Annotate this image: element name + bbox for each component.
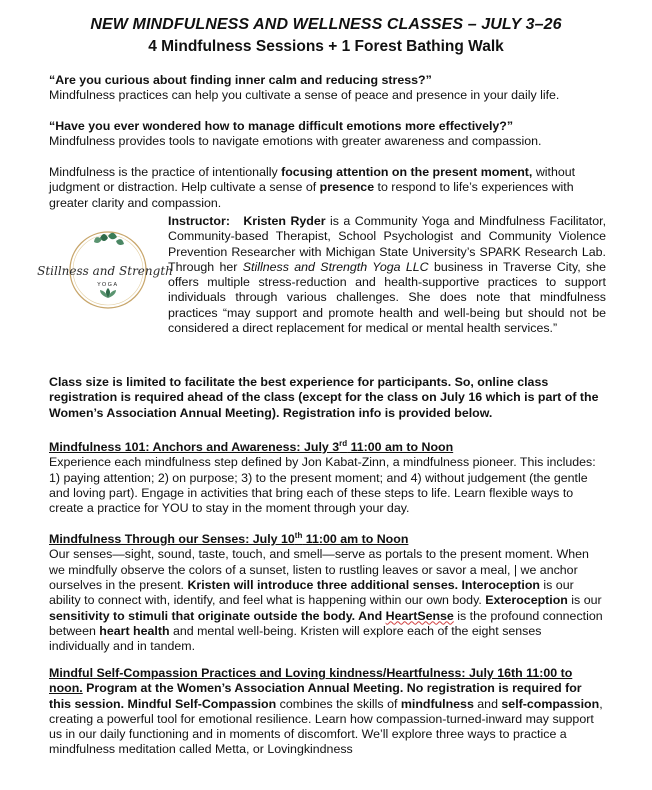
instructor-label: Instructor: — [168, 214, 230, 228]
session-senses — [49, 528, 605, 655]
intro-question-1-block — [49, 73, 609, 104]
definition-emphasis-2: presence — [319, 180, 375, 195]
intro-question-2: “Have you ever wondered how to manage difficult emotions more effectively?” — [49, 119, 514, 133]
session-1-body: Experience each mindfulness step defined by Jon Kabat-Zinn, a mindfulness pioneer. This includes: 1) paying attention; 2) on purpose; 3) to the present moment; and 4) without judgement (the gentle and loving part). Engage in activities that bring each of these steps to life. Learn flexible ways to create a practice for YOU to stay in the moment through your day. — [49, 455, 596, 516]
logo-wordmark: Stillness and Strength — [37, 264, 173, 278]
stillness-and-strength-logo — [37, 226, 173, 318]
logo-lotus-icon — [100, 288, 116, 298]
session-3-heading: Mindful Self-Compassion Practices and Loving kindness/Heartfulness: July 16th 11:00 to noon. — [49, 666, 573, 696]
instructor-bio-text-1: is a Community Yoga and Mindfulness Facilitator, Community-based Therapist, School Psychologist and Community Violence Prevention Researcher with Michigan State University’s SPARK Research Lab. Through her — [168, 214, 607, 274]
registration-note: Class size is limited to facilitate the best experience for participants. So, online class registration is required ahead of the class (except for the class on July 16 which is part of the Women’s Association Annual Meeting). Registration info is provided below. — [49, 375, 599, 420]
intro-answer-2: Mindfulness provides tools to navigate emotions with greater awareness and compassion. — [49, 134, 542, 149]
page-title: NEW MINDFULNESS AND WELLNESS CLASSES – JULY 3–26 — [90, 16, 562, 33]
intro-question-2-block — [49, 119, 609, 150]
intro-answer-1: Mindfulness practices can help you cultivate a sense of peace and presence in your daily life. — [49, 88, 560, 103]
logo-leaves — [94, 233, 124, 245]
logo-subtext: YOGA — [97, 282, 119, 288]
page-subtitle: 4 Mindfulness Sessions + 1 Forest Bathing Walk — [148, 38, 504, 55]
instructor-business: Stillness and Strength Yoga LLC — [242, 259, 429, 274]
mindfulness-definition — [49, 165, 604, 211]
session-1-heading: Mindfulness 101: Anchors and Awareness: July 3rd 11:00 am to Noon — [49, 439, 454, 455]
session-2-body: Our senses—sight, sound, taste, touch, and smell—serve as portals to the present moment. When we mindfully observe the colors of a sunset, listen to rustling leaves or savor a meal, | we anchor ourselves in the present. Kristen will introduce three additional senses. Interoception is our ability to connect with, identify, and feel what is happening within our own body. Exteroception is our sensitivity to stimuli that originate outside the body. And HeartSense is the profound connection between heart health and mental well-being. Kristen will explore each of the eight senses individually and in tandem. — [49, 547, 603, 654]
definition-text-1: Mindfulness is the practice of intentionally — [49, 165, 282, 179]
instructor-bio — [168, 214, 606, 336]
session-self-compassion: Mindful Self-Compassion Practices and Loving kindness/Heartfulness: July 16th 11:00 to noon. Program at the Women’s Association Annual Meeting. No registration is required for this session. Mindful Self-Compassion combines the skills of mindfulness and self-compassion, creating a powerful tool for emotional resilience. Learn how compassion-turned-inward may support us in our daily functioning and in moments of discomfort. We’ll explore three ways to practice a mindfulness meditation called Metta, or Lovingkindness — [49, 666, 603, 757]
intro-question-1: “Are you curious about finding inner calm and reducing stress?” — [49, 73, 432, 87]
session-mindfulness-101 — [49, 436, 605, 517]
definition-text-3: to respond to life’s experiences with greater clarity and compassion. — [49, 180, 574, 210]
instructor-name: Kristen Ryder — [243, 214, 326, 228]
session-2-heading: Mindfulness Through our Senses: July 10th 11:00 am to Noon — [49, 531, 409, 547]
definition-emphasis-1: focusing attention on the present moment, — [281, 165, 533, 179]
definition-text-2: without judgment or distraction. Help cultivate a sense of — [49, 165, 576, 195]
instructor-bio-text-2: business in Traverse City, she offers multiple stress-reduction and health-supportive practices to support individuals through various challenges. She does note that mindfulness practices “may support and promote health and well-being but should not be considered a direct replacement for medical or mental health services.” — [168, 259, 606, 336]
